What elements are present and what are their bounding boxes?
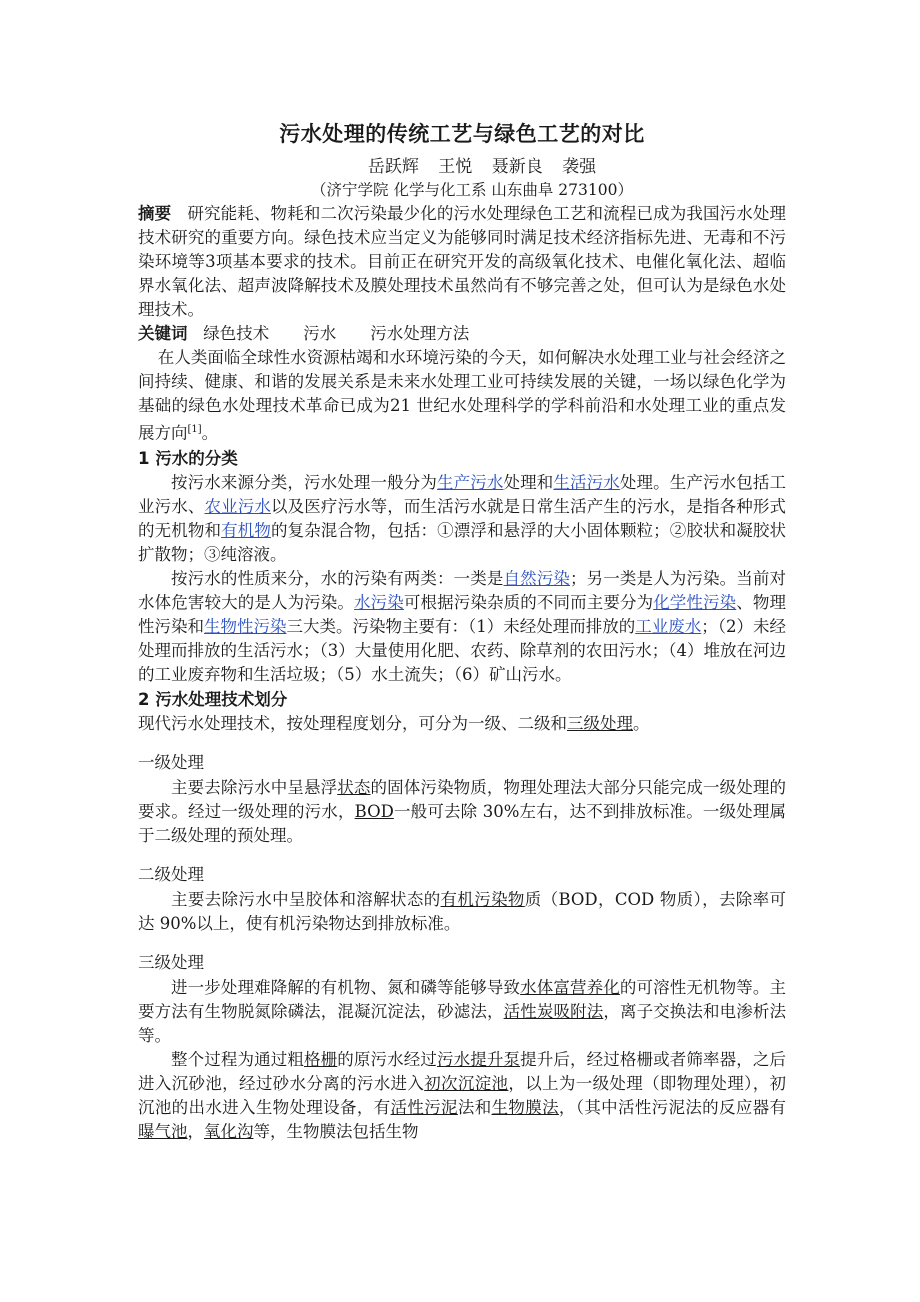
document-page xyxy=(138,120,786,1144)
subsection-title: 二级处理 xyxy=(138,864,204,884)
term: 活性污泥 xyxy=(390,1097,458,1117)
term: 生物膜法 xyxy=(491,1097,559,1117)
term: 状态 xyxy=(337,777,371,797)
paragraph: 进一步处理难降解的有机物、氮和磷等能够导致水体富营养化的可溶性无机物等。主要方法有生物脱氮除磷法，混凝沉淀法，砂滤法，活性炭吸附法，离子交换法和电渗析法等。 xyxy=(138,977,787,1045)
term: 氧化沟 xyxy=(204,1121,254,1141)
term: 曝气池 xyxy=(138,1121,188,1141)
link-biological-pollution[interactable]: 生物性污染 xyxy=(204,616,287,636)
paragraph: 主要去除污水中呈胶体和溶解状态的有机污染物质（BOD，COD 物质），去除率可达 90%以上，使有机污染物达到排放标准。 xyxy=(138,889,786,933)
link-industrial-wastewater[interactable]: 工业废水 xyxy=(635,616,702,636)
term: 活性炭吸附法 xyxy=(503,1001,604,1021)
link-natural-pollution[interactable]: 自然污染 xyxy=(503,568,570,588)
section-heading: 1 污水的分类 xyxy=(138,448,238,468)
term: 有机污染物 xyxy=(440,889,525,909)
term: 水体富营养化 xyxy=(520,977,620,997)
page-title: 污水处理的传统工艺与绿色工艺的对比 xyxy=(279,122,645,146)
abstract-text: 研究能耗、物耗和二次污染最少化的污水处理绿色工艺和流程已成为我国污水处理技术研究的重要方向。绿色技术应当定义为能够同时满足技术经济指标先进、无毒和不污染环境等3项基本要求的技术。目前正在研究开发的高级氧化技术、电催化氧化法、超临界水氧化法、超声波降解技术及膜处理技术虽然尚有不够完善之处，但可认为是绿色水处理技术。 xyxy=(138,204,787,319)
paragraph: 整个过程为通过粗格栅的原污水经过污水提升泵提升后，经过格栅或者筛率器，之后进入沉砂池，经过砂水分离的污水进入初次沉淀池，以上为一级处理（即物理处理），初沉池的出水进入生物处理设备，有活性污泥法和生物膜法，（其中活性污泥法的反应器有曝气池，氧化沟等，生物膜法包括生物 xyxy=(138,1049,787,1141)
link-domestic-sewage[interactable]: 生活污水 xyxy=(553,472,620,492)
abstract xyxy=(138,202,786,322)
intro-text: 在人类面临全球性水资源枯竭和水环境污染的今天，如何解决水处理工业与社会经济之间持续、健康、和谐的发展关系是未来水处理工业可持续发展的关键，一场以绿色化学为基础的绿色水处理技术革命已成为21 世纪水处理科学的学科前沿和水处理工业的重点发展方向 xyxy=(138,348,786,443)
link-production-sewage[interactable]: 生产污水 xyxy=(437,472,504,492)
citation[interactable]: [1] xyxy=(187,424,202,435)
paragraph: 按污水的性质来分，水的污染有两类：一类是自然污染；另一类是人为污染。当前对水体危害较大的是人为污染。水污染可根据污染杂质的不同而主要分为化学性污染、物理性污染和生物性污染三大类。污染物主要有：（1）未经处理而排放的工业废水；（2）未经处理而排放的生活污水；（3）大量使用化肥、农药、除草剂的农田污水；（4）堆放在河边的工业废弃物和生活垃圾；（5）水土流失；（6）矿山污水。 xyxy=(138,568,787,684)
keyword: 污水 xyxy=(303,324,337,343)
author: 聂新良 xyxy=(491,157,543,177)
paragraph: 主要去除污水中呈悬浮状态的固体污染物质，物理处理法大部分只能完成一级处理的要求。经过一级处理的污水，BOD一般可去除 30%左右，达不到排放标准。一级处理属于二级处理的预处理。 xyxy=(138,777,787,845)
link-chemical-pollution[interactable]: 化学性污染 xyxy=(653,592,737,612)
paragraph: 现代污水处理技术，按处理程度划分，可分为一级、二级和三级处理。 xyxy=(138,713,650,733)
tertiary-treatment-term: 三级处理 xyxy=(567,713,633,733)
term: 污水提升泵 xyxy=(437,1049,521,1069)
keywords-label: 关键词 xyxy=(138,324,188,343)
author-list xyxy=(178,156,786,179)
term: 初次沉淀池 xyxy=(424,1073,509,1093)
subsection-title: 三级处理 xyxy=(138,952,204,972)
term: BOD xyxy=(354,801,394,821)
intro-paragraph xyxy=(138,346,786,446)
intro-tail: 。 xyxy=(201,423,219,443)
term: 格栅 xyxy=(304,1049,338,1069)
section-heading: 2 污水处理技术划分 xyxy=(138,689,288,709)
abstract-label: 摘要 xyxy=(138,204,172,223)
link-water-pollution[interactable]: 水污染 xyxy=(354,592,404,612)
subsection-title: 一级处理 xyxy=(138,752,204,772)
keywords xyxy=(138,322,786,346)
paragraph: 按污水来源分类，污水处理一般分为生产污水处理和生活污水处理。生产污水包括工业污水、农业污水以及医疗污水等，而生活污水就是日常生活产生的污水，是指各种形式的无机物和有机物的复杂混合物，包括：①漂浮和悬浮的大小固体颗粒；②胶状和凝胶状扩散物；③纯溶液。 xyxy=(138,472,787,564)
keyword: 绿色技术 xyxy=(203,324,270,343)
author: 袭强 xyxy=(562,157,597,177)
link-agricultural-sewage[interactable]: 农业污水 xyxy=(204,496,271,516)
author: 王悦 xyxy=(438,157,473,177)
author: 岳跃辉 xyxy=(367,157,419,177)
link-organic-matter[interactable]: 有机物 xyxy=(221,520,271,540)
keyword: 污水处理方法 xyxy=(370,324,470,343)
affiliation: （济宁学院 化学与化工系 山东曲阜 273100） xyxy=(311,181,633,199)
